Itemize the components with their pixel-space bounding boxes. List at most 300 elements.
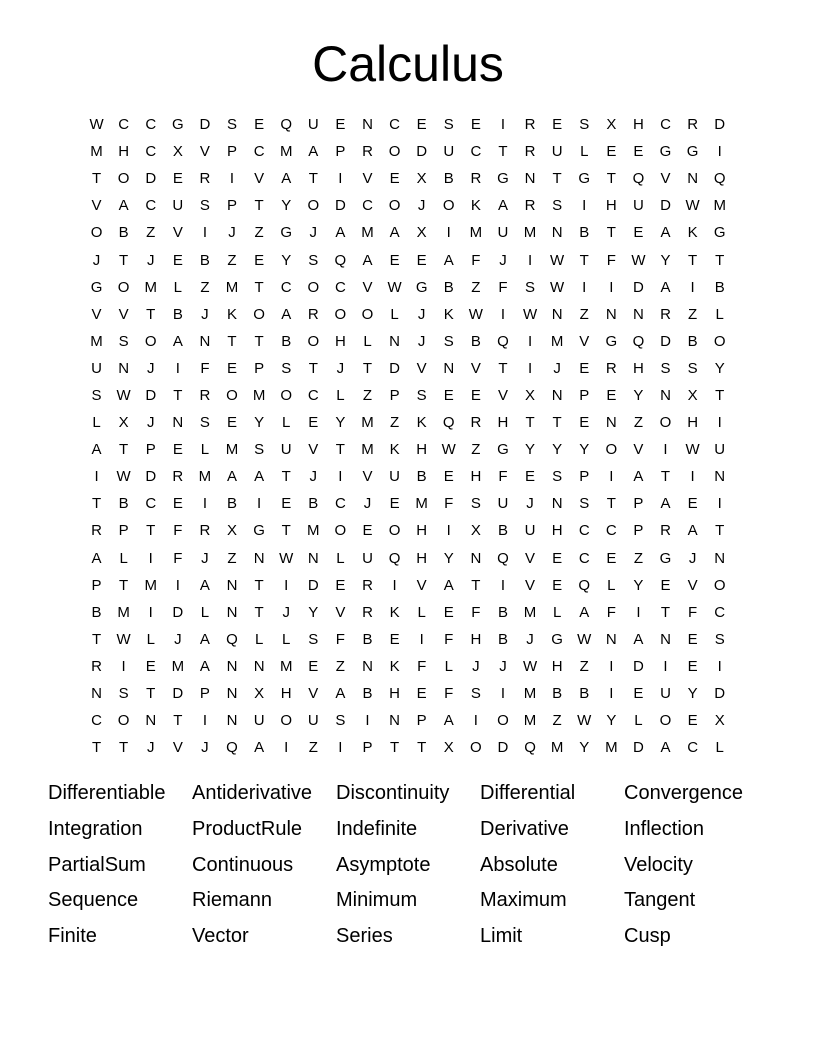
word-list-item: Sequence: [48, 889, 139, 912]
grid-letter: X: [416, 170, 427, 188]
grid-letter: E: [633, 224, 644, 242]
grid-letter: I: [202, 224, 207, 242]
grid-letter: T: [498, 143, 508, 161]
grid-letter: I: [338, 739, 343, 757]
grid-letter: F: [444, 630, 454, 648]
grid-letter: V: [416, 359, 427, 377]
grid-letter: S: [660, 359, 671, 377]
word-list-item: Continuous: [192, 853, 294, 876]
grid-letter: B: [416, 468, 427, 486]
grid-letter: S: [281, 359, 292, 377]
grid-letter: B: [714, 278, 725, 296]
grid-letter: T: [146, 522, 156, 540]
grid-letter: E: [172, 251, 183, 269]
grid-letter: Q: [280, 116, 293, 134]
grid-letter: L: [200, 603, 210, 621]
grid-letter: A: [172, 332, 183, 350]
grid-letter: A: [91, 549, 102, 567]
grid-letter: K: [470, 197, 481, 215]
grid-letter: M: [279, 657, 293, 675]
grid-letter: X: [416, 224, 427, 242]
grid-letter: U: [91, 359, 102, 377]
grid-letter: J: [146, 414, 155, 432]
word-list-item: Inflection: [624, 817, 705, 840]
grid-letter: M: [252, 386, 266, 404]
grid-letter: I: [338, 170, 343, 188]
grid-letter: N: [605, 630, 617, 648]
word-list-item: Cusp: [624, 925, 671, 948]
grid-letter: U: [633, 197, 644, 215]
grid-letter: I: [473, 712, 478, 730]
grid-letter: E: [227, 414, 238, 432]
word-list-item: Derivative: [480, 817, 569, 840]
grid-letter: T: [498, 359, 508, 377]
grid-letter: E: [145, 657, 156, 675]
grid-letter: A: [254, 468, 265, 486]
grid-letter: Y: [281, 197, 292, 215]
grid-letter: Y: [633, 386, 644, 404]
grid-letter: F: [335, 630, 345, 648]
grid-letter: F: [417, 657, 427, 675]
grid-letter: O: [307, 332, 320, 350]
grid-letter: C: [145, 143, 157, 161]
grid-letter: N: [253, 657, 265, 675]
grid-letter: Z: [552, 712, 562, 730]
grid-letter: I: [500, 685, 506, 703]
grid-letter: O: [388, 522, 401, 540]
grid-letter: G: [659, 143, 672, 161]
grid-letter: A: [199, 657, 210, 675]
grid-letter: E: [579, 359, 590, 377]
grid-letter: A: [660, 495, 671, 513]
grid-letter: L: [417, 603, 426, 621]
grid-letter: R: [660, 305, 671, 323]
grid-letter: P: [633, 495, 644, 513]
grid-letter: I: [582, 278, 587, 296]
grid-letter: P: [579, 468, 590, 486]
grid-letter: O: [90, 224, 103, 242]
grid-letter: Z: [633, 414, 643, 432]
grid-letter: W: [685, 197, 700, 215]
grid-letter: T: [119, 576, 129, 594]
grid-letter: V: [525, 549, 536, 567]
grid-letter: T: [417, 739, 427, 757]
grid-letter: I: [229, 170, 235, 188]
grid-letter: A: [443, 251, 454, 269]
grid-letter: H: [687, 414, 699, 432]
grid-letter: C: [605, 522, 617, 540]
grid-letter: A: [660, 278, 671, 296]
grid-letter: X: [227, 522, 238, 540]
grid-letter: A: [281, 305, 292, 323]
grid-letter: L: [607, 576, 616, 594]
grid-letter: L: [363, 332, 372, 350]
grid-letter: S: [118, 685, 129, 703]
grid-letter: J: [472, 657, 480, 675]
grid-letter: B: [172, 305, 183, 323]
grid-letter: L: [552, 603, 562, 621]
grid-letter: O: [253, 305, 265, 323]
grid-row: [83, 436, 734, 463]
grid-letter: S: [227, 116, 238, 134]
grid-letter: V: [633, 441, 644, 459]
grid-letter: Z: [308, 739, 318, 757]
grid-letter: S: [470, 495, 481, 513]
grid-letter: Q: [334, 251, 347, 269]
grid-letter: D: [389, 359, 400, 377]
grid-letter: Q: [578, 576, 591, 594]
grid-letter: A: [199, 576, 210, 594]
grid-letter: L: [390, 305, 399, 323]
grid-letter: U: [497, 495, 509, 513]
grid-letter: K: [687, 224, 698, 242]
grid-letter: I: [392, 576, 397, 594]
grid-letter: Z: [227, 549, 237, 567]
grid-letter: N: [226, 712, 238, 730]
grid-letter: M: [550, 332, 564, 350]
grid-letter: T: [281, 522, 291, 540]
grid-letter: D: [497, 739, 509, 757]
grid-letter: C: [253, 143, 265, 161]
grid-row: [83, 355, 734, 382]
grid-letter: X: [172, 143, 183, 161]
grid-letter: R: [660, 522, 671, 540]
grid-letter: V: [362, 278, 373, 296]
grid-letter: E: [389, 170, 400, 188]
grid-letter: R: [362, 603, 373, 621]
grid-letter: O: [659, 414, 672, 432]
grid-letter: N: [687, 170, 699, 188]
grid-letter: Z: [579, 305, 589, 323]
grid-letter: C: [714, 603, 726, 621]
grid-letter: Q: [524, 739, 536, 757]
grid-letter: U: [389, 468, 400, 486]
grid-letter: G: [659, 549, 672, 567]
grid-letter: E: [687, 495, 698, 513]
grid-letter: O: [388, 143, 401, 161]
grid-letter: M: [713, 197, 726, 215]
grid-letter: T: [552, 414, 562, 432]
grid-letter: Z: [633, 549, 643, 567]
grid-letter: T: [91, 739, 102, 757]
grid-letter: F: [498, 468, 508, 486]
grid-letter: A: [633, 468, 644, 486]
grid-letter: C: [687, 739, 699, 757]
grid-letter: V: [416, 576, 427, 594]
grid-letter: C: [118, 116, 130, 134]
grid-letter: M: [90, 332, 103, 350]
grid-letter: I: [582, 197, 587, 215]
grid-letter: N: [660, 386, 671, 404]
grid-letter: O: [334, 522, 347, 540]
word-list-item: Indefinite: [336, 817, 418, 840]
grid-letter: T: [119, 441, 129, 459]
grid-row: [83, 707, 734, 734]
grid-letter: T: [254, 332, 264, 350]
grid-letter: S: [199, 414, 210, 432]
grid-letter: S: [579, 495, 590, 513]
grid-letter: A: [308, 143, 319, 161]
grid-letter: F: [498, 278, 508, 296]
grid-letter: I: [202, 495, 207, 513]
grid-letter: B: [227, 495, 238, 513]
grid-letter: J: [92, 251, 101, 269]
grid-letter: V: [199, 143, 210, 161]
grid-letter: U: [551, 143, 563, 161]
grid-letter: N: [253, 549, 265, 567]
grid-letter: F: [688, 603, 698, 621]
grid-letter: T: [254, 197, 264, 215]
grid-letter: T: [335, 441, 345, 459]
grid-letter: E: [308, 414, 319, 432]
grid-row: [83, 653, 734, 680]
grid-letter: Z: [688, 305, 698, 323]
grid-letter: V: [172, 224, 183, 242]
grid-letter: B: [362, 630, 373, 648]
grid-letter: D: [307, 576, 319, 594]
grid-letter: E: [470, 386, 481, 404]
grid-letter: I: [636, 603, 641, 621]
grid-letter: T: [715, 522, 725, 540]
word-list: [48, 776, 768, 955]
grid-letter: H: [280, 685, 292, 703]
grid-letter: L: [336, 549, 345, 567]
grid-letter: M: [307, 522, 320, 540]
grid-letter: C: [145, 116, 157, 134]
grid-letter: T: [146, 685, 156, 703]
grid-letter: A: [362, 251, 373, 269]
grid-letter: I: [527, 332, 533, 350]
grid-letter: J: [228, 224, 236, 242]
grid-letter: M: [550, 739, 564, 757]
grid-letter: L: [444, 657, 453, 675]
grid-letter: D: [714, 685, 726, 703]
grid-letter: P: [416, 712, 427, 730]
grid-letter: O: [659, 712, 672, 730]
grid-letter: E: [552, 549, 563, 567]
grid-letter: E: [525, 468, 536, 486]
grid-row: [83, 301, 734, 328]
grid-letter: N: [362, 116, 373, 134]
grid-letter: I: [717, 495, 722, 513]
grid-letter: L: [715, 305, 724, 323]
word-list-item: Differential: [480, 782, 576, 804]
grid-letter: U: [524, 522, 536, 540]
grid-letter: N: [91, 685, 102, 703]
grid-letter: T: [119, 739, 129, 757]
grid-letter: P: [227, 143, 238, 161]
grid-letter: W: [279, 549, 294, 567]
grid-letter: I: [500, 576, 506, 594]
grid-letter: U: [280, 441, 292, 459]
grid-letter: M: [469, 224, 483, 242]
grid-letter: S: [199, 197, 210, 215]
grid-letter: X: [470, 522, 481, 540]
grid-letter: Z: [579, 657, 589, 675]
grid-letter: V: [362, 170, 373, 188]
grid-letter: Q: [632, 332, 645, 350]
grid-letter: F: [200, 359, 210, 377]
grid-letter: Y: [335, 414, 346, 432]
grid-letter: E: [470, 116, 481, 134]
grid-letter: W: [550, 278, 565, 296]
word-list-item: Convergence: [624, 782, 743, 804]
grid-letter: P: [389, 386, 400, 404]
grid-letter: B: [687, 332, 698, 350]
grid-letter: O: [361, 305, 374, 323]
grid-letter: D: [172, 685, 184, 703]
grid-letter: L: [336, 386, 345, 404]
grid-letter: D: [334, 197, 346, 215]
grid-letter: V: [660, 170, 671, 188]
grid-letter: D: [145, 386, 157, 404]
grid-letter: A: [443, 576, 454, 594]
grid-letter: V: [497, 386, 508, 404]
grid-letter: E: [687, 712, 698, 730]
grid-letter: T: [606, 224, 616, 242]
grid-letter: J: [201, 739, 209, 757]
grid-letter: E: [606, 549, 617, 567]
grid-letter: X: [714, 712, 725, 730]
grid-letter: E: [579, 414, 590, 432]
grid-row: [83, 734, 734, 761]
grid-letter: I: [663, 657, 668, 675]
grid-letter: Y: [254, 414, 265, 432]
word-list-item: Series: [336, 925, 393, 948]
grid-letter: E: [172, 170, 183, 188]
grid-letter: E: [606, 386, 617, 404]
grid-letter: D: [416, 143, 428, 161]
grid-letter: S: [714, 630, 725, 648]
grid-letter: S: [308, 630, 319, 648]
grid-letter: S: [335, 712, 346, 730]
grid-letter: D: [199, 116, 211, 134]
grid-letter: W: [522, 657, 538, 675]
grid-letter: K: [389, 603, 400, 621]
grid-letter: C: [578, 549, 590, 567]
grid-letter: I: [609, 657, 614, 675]
grid-letter: G: [253, 522, 265, 540]
grid-letter: J: [417, 197, 426, 215]
grid-letter: I: [148, 549, 153, 567]
grid-letter: S: [443, 116, 454, 134]
grid-letter: H: [416, 522, 428, 540]
grid-letter: N: [226, 685, 238, 703]
grid-letter: U: [307, 116, 319, 134]
grid-letter: X: [254, 685, 265, 703]
grid-letter: Z: [227, 251, 237, 269]
grid-letter: O: [117, 712, 130, 730]
grid-letter: S: [552, 468, 563, 486]
grid-letter: M: [198, 468, 212, 486]
grid-letter: Y: [552, 441, 563, 459]
grid-letter: K: [443, 305, 454, 323]
grid-letter: Z: [254, 224, 264, 242]
grid-letter: V: [335, 603, 346, 621]
grid-letter: I: [175, 359, 180, 377]
grid-letter: S: [579, 116, 590, 134]
grid-letter: I: [257, 495, 262, 513]
grid-letter: S: [416, 386, 427, 404]
grid-letter: I: [94, 468, 99, 486]
word-list-item: Absolute: [480, 853, 558, 876]
grid-letter: E: [443, 386, 454, 404]
grid-letter: S: [687, 359, 698, 377]
grid-letter: J: [499, 251, 507, 269]
grid-letter: W: [577, 630, 592, 648]
grid-letter: M: [225, 278, 239, 296]
grid-letter: H: [334, 332, 346, 350]
grid-letter: O: [280, 386, 293, 404]
grid-letter: G: [578, 170, 591, 188]
grid-row: [83, 545, 734, 572]
grid-letter: Y: [633, 576, 644, 594]
grid-letter: H: [605, 197, 617, 215]
grid-letter: G: [686, 143, 699, 161]
grid-letter: P: [145, 441, 156, 459]
grid-letter: J: [174, 630, 182, 648]
grid-letter: T: [606, 170, 616, 188]
grid-letter: A: [281, 170, 292, 188]
grid-letter: N: [714, 468, 726, 486]
grid-letter: J: [417, 332, 426, 350]
grid-letter: T: [715, 386, 725, 404]
grid-letter: R: [470, 414, 482, 432]
grid-letter: E: [335, 576, 346, 594]
grid-letter: H: [633, 116, 644, 134]
grid-letter: Y: [579, 739, 590, 757]
grid-letter: V: [308, 685, 319, 703]
grid-letter: I: [446, 522, 451, 540]
grid-letter: R: [524, 197, 536, 215]
grid-letter: N: [362, 657, 373, 675]
grid-letter: E: [416, 685, 427, 703]
word-list-item: Limit: [480, 925, 523, 948]
grid-letter: I: [175, 576, 180, 594]
grid-letter: C: [307, 386, 319, 404]
grid-letter: W: [441, 441, 456, 459]
grid-letter: W: [116, 386, 131, 404]
word-list-item: ProductRule: [192, 817, 303, 840]
grid-letter: S: [470, 685, 481, 703]
grid-letter: E: [687, 657, 698, 675]
grid-letter: N: [199, 332, 211, 350]
grid-letter: U: [307, 712, 319, 730]
grid-letter: Y: [308, 603, 319, 621]
grid-letter: U: [660, 685, 671, 703]
grid-letter: L: [92, 414, 101, 432]
grid-letter: T: [308, 359, 318, 377]
grid-letter: M: [523, 685, 537, 703]
grid-letter: C: [145, 197, 157, 215]
grid-letter: S: [525, 278, 536, 296]
grid-letter: I: [717, 414, 722, 432]
grid-letter: T: [471, 576, 481, 594]
grid-letter: Q: [497, 549, 509, 567]
grid-letter: T: [227, 332, 237, 350]
grid-letter: E: [254, 251, 265, 269]
grid-letter: I: [609, 278, 614, 296]
grid-row: [83, 572, 734, 599]
grid-letter: Y: [714, 359, 725, 377]
grid-letter: A: [579, 603, 590, 621]
grid-letter: B: [470, 332, 481, 350]
grid-letter: P: [633, 522, 644, 540]
grid-letter: J: [526, 495, 534, 513]
grid-letter: T: [525, 414, 535, 432]
grid-letter: V: [687, 576, 698, 594]
grid-letter: R: [199, 522, 211, 540]
